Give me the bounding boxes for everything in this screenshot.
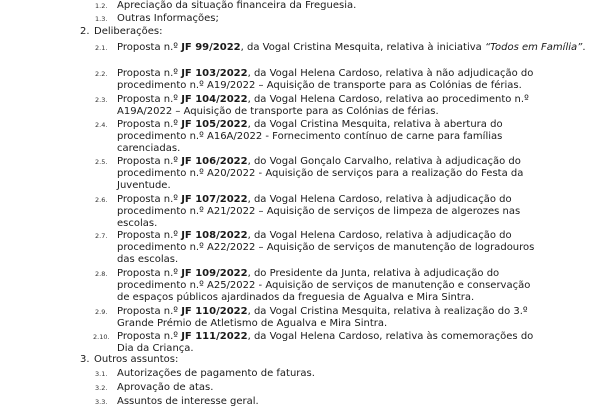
proposal-2-7-line-1: Proposta n.º JF 108/2022, da Vogal Helena Cardoso, relativa à adjudicação do [117,230,512,241]
proposal-2-2-line-1: Proposta n.º JF 103/2022, da Vogal Helena Cardoso, relativa à não adjudicação do [117,68,534,79]
proposal-2-3-line-2: A19A/2022 – Aquisição de transporte para as Colónias de férias. [117,106,439,117]
proposal-2-2-line-2: procedimento n.º A19/2022 – Aquisição de transporte para as Colónias de férias. [117,80,522,91]
item-text: Apreciação da situação financeira da Freguesia. [117,0,357,11]
proposal-2-5-line-3: Juventude. [117,180,171,191]
item-text: Outras Informações; [117,13,219,24]
proposal-code: JF 104/2022 [181,94,248,105]
item-number: 2.3. [95,96,108,104]
proposal-2-1-line-1: Proposta n.º JF 99/2022, da Vogal Cristina Mesquita, relativa à iniciativa “Todos em Família”. [117,42,586,53]
item-number: 2.5. [95,158,108,166]
item-number: 3.3. [95,398,108,406]
proposal-2-4-line-3: carenciadas. [117,143,181,154]
item-number: 2.6. [95,196,108,204]
proposal-2-7-line-2: procedimento n.º A22/2022 – Aquisição de serviços de manutenção de logradouros [117,242,535,253]
section-title: Outros assuntos: [94,354,179,365]
proposal-2-9-line-1: Proposta n.º JF 110/2022, da Vogal Cristina Mesquita, relativa à realização do 3.º [117,306,528,317]
proposal-code: JF 105/2022 [181,119,248,130]
section-number: 3. [80,354,90,365]
proposal-2-5-line-2: procedimento n.º A20/2022 - Aquisição de serviços para a realização do Festa da [117,168,524,179]
proposal-2-8-line-3: de espaços públicos ajardinados da freguesia de Agualva e Mira Sintra. [117,292,475,303]
proposal-2-6-line-2: procedimento n.º A21/2022 – Aquisição de serviços de limpeza de algerozes nas [117,206,521,217]
item-number: 2.8. [95,270,108,278]
proposal-2-10-line-2: Dia da Criança. [117,343,194,354]
item-number: 2.4. [95,121,108,129]
proposal-code: JF 110/2022 [181,306,248,317]
item-text: Aprovação de atas. [117,382,214,393]
item-number: 2.1. [95,44,108,52]
proposal-code: JF 106/2022 [181,156,248,167]
item-number: 3.2. [95,384,108,392]
proposal-2-9-line-2: Grande Prémio de Atletismo de Agualva e Mira Sintra. [117,318,388,329]
section-title: Deliberações: [94,26,163,37]
proposal-2-5-line-1: Proposta n.º JF 106/2022, do Vogal Gonçalo Carvalho, relativa à adjudicação do [117,156,521,167]
proposal-2-4-line-1: Proposta n.º JF 105/2022, da Vogal Cristina Mesquita, relativa à abertura do [117,119,503,130]
item-number: 1.3. [95,15,108,23]
proposal-code: JF 111/2022 [181,331,248,342]
item-text: Assuntos de interesse geral. [117,396,259,407]
item-number: 3.1. [95,370,108,378]
proposal-code: JF 108/2022 [181,230,248,241]
item-number: 2.2. [95,70,108,78]
proposal-2-3-line-1: Proposta n.º JF 104/2022, da Vogal Helena Cardoso, relativa ao procedimento n.º [117,94,529,105]
proposal-2-7-line-3: das escolas. [117,254,179,265]
proposal-2-6-line-3: escolas. [117,218,158,229]
item-number: 2.9. [95,308,108,316]
proposal-code: JF 109/2022 [181,268,248,279]
proposal-2-8-line-1: Proposta n.º JF 109/2022, do Presidente da Junta, relativa à adjudicação do [117,268,500,279]
item-number: 1.2. [95,2,108,10]
item-number: 2.10. [93,333,110,341]
proposal-code: JF 103/2022 [181,68,248,79]
proposal-code: JF 99/2022 [181,42,241,53]
proposal-code: JF 107/2022 [181,194,248,205]
section-number: 2. [80,26,90,37]
proposal-2-4-line-2: procedimento n.º A16A/2022 - Fornecimento contínuo de carne para famílias [117,131,503,142]
item-text: Autorizações de pagamento de faturas. [117,368,315,379]
proposal-2-6-line-1: Proposta n.º JF 107/2022, da Vogal Helena Cardoso, relativa à adjudicação do [117,194,512,205]
proposal-2-10-line-1: Proposta n.º JF 111/2022, da Vogal Helena Cardoso, relativa às comemorações do [117,331,534,342]
item-number: 2.7. [95,232,108,240]
proposal-2-8-line-2: procedimento n.º A25/2022 - Aquisição de serviços de manutenção e conservação [117,280,531,291]
